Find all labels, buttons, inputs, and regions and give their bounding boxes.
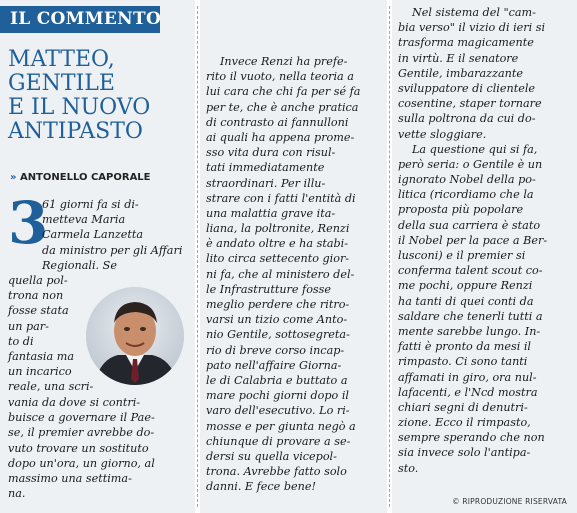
text-line: le di Calabria e buttato a bbox=[206, 373, 348, 387]
text-line: un par- bbox=[8, 319, 49, 333]
text-line: della sua carriera è stato bbox=[398, 218, 541, 232]
byline bbox=[10, 172, 151, 183]
text-line: una malattia grave ita- bbox=[206, 206, 336, 220]
text-line: sviluppatore di clientele bbox=[398, 81, 536, 95]
copyright-footer: © RIPRODUZIONE RISERVATA bbox=[452, 497, 567, 506]
text-line: Carmela Lanzetta bbox=[42, 228, 144, 242]
text-line: to di bbox=[8, 334, 34, 348]
text-line: liana, la poltronite, Renzi bbox=[206, 222, 350, 236]
section-banner bbox=[0, 6, 160, 33]
text-line: tati immediatamente bbox=[206, 161, 325, 175]
column-separator bbox=[389, 6, 390, 507]
headline-line: E IL NUOVO bbox=[8, 95, 151, 120]
text-line: meglio perdere che ritro- bbox=[206, 298, 350, 311]
col2-text bbox=[206, 54, 360, 494]
column-separator bbox=[197, 6, 198, 507]
text-line: sso vita dura con risul- bbox=[206, 146, 336, 160]
text-line: cosentine, staper tornare bbox=[398, 97, 542, 111]
text-line: vette sloggiare. bbox=[398, 127, 487, 141]
text-line: strare con i fatti l'entità di bbox=[206, 191, 356, 205]
text-line: sto. bbox=[398, 461, 419, 475]
text-line: mente sarebbe lungo. In- bbox=[398, 324, 541, 338]
text-line: da ministro per gli Affari bbox=[42, 243, 183, 257]
text-line: varo dell'esecutivo. Lo ri- bbox=[206, 404, 350, 418]
text-line: Regionali. Se bbox=[42, 258, 117, 272]
text-line: trona. Avrebbe fatto solo bbox=[206, 465, 347, 479]
drop-cap: 3 bbox=[8, 189, 49, 257]
text-line: nio Gentile, sottosegreta- bbox=[206, 328, 350, 342]
text-line: massimo una settima- bbox=[8, 471, 132, 485]
text-line: un incarico bbox=[8, 365, 72, 379]
text-line: lui cara che chi fa per sé fa bbox=[206, 85, 361, 99]
text-line: buisce a governare il Pae- bbox=[8, 411, 155, 425]
text-line: conferma talent scout co- bbox=[398, 264, 543, 278]
col3-text bbox=[398, 5, 547, 476]
text-line: Nel sistema del "cam- bbox=[412, 6, 536, 19]
text-line: dopo un'ora, un giorno, al bbox=[8, 456, 155, 470]
text-line: vuto trovare un sostituto bbox=[8, 441, 149, 455]
portrait-image bbox=[86, 287, 184, 385]
text-line: dersi su quella vicepol- bbox=[206, 449, 337, 463]
author-photo bbox=[86, 287, 184, 385]
text-line: per te, che è anche pratica bbox=[206, 100, 359, 114]
text-line: metteva Maria bbox=[42, 213, 126, 227]
text-line: me pochi, oppure Renzi bbox=[398, 279, 533, 293]
text-line: rimpasto. Ci sono tanti bbox=[398, 355, 528, 369]
col1-top-text bbox=[42, 197, 182, 273]
text-line: straordinari. Per illu- bbox=[206, 176, 326, 190]
text-line: danni. E fece bene! bbox=[206, 480, 316, 494]
text-line: fosse stata bbox=[8, 304, 69, 318]
headline-line: GENTILE bbox=[8, 71, 115, 96]
headline-line: ANTIPASTO bbox=[8, 119, 143, 144]
text-line: na. bbox=[8, 487, 26, 501]
col1-bottom-text bbox=[8, 395, 155, 501]
text-line: saldare che tenerli tutti a bbox=[398, 309, 543, 323]
text-line: però seria: o Gentile è un bbox=[398, 157, 543, 171]
text-line: quella pol- bbox=[8, 274, 68, 287]
text-line: mosse e per giunta negò a bbox=[206, 419, 356, 433]
text-line: è andato oltre e ha stabi- bbox=[206, 237, 349, 251]
text-line: fantasia ma bbox=[8, 349, 75, 363]
text-line: in virtù. E il senatore bbox=[398, 51, 519, 65]
text-line: varsi un tizio come Anto- bbox=[206, 313, 348, 327]
text-line: trasforma magicamente bbox=[398, 36, 534, 50]
text-line: vania da dove si contri- bbox=[8, 396, 141, 409]
text-line: lito circa settecento gior- bbox=[206, 252, 350, 266]
text-line: bia verso" il vizio di ieri si bbox=[398, 21, 546, 35]
author-name: ANTONELLO CAPORALE bbox=[19, 172, 151, 183]
text-line: ni fa, che al ministero del- bbox=[206, 267, 355, 281]
text-line: rio di breve corso incap- bbox=[206, 343, 345, 357]
text-line: le Infrastrutture fosse bbox=[206, 282, 332, 296]
text-line: Invece Renzi ha prefe- bbox=[220, 55, 348, 68]
text-line: di contrasto ai fannulloni bbox=[206, 115, 349, 129]
text-line: se, il premier avrebbe do- bbox=[8, 426, 155, 440]
text-line: sia invece solo l'antipa- bbox=[398, 446, 531, 460]
text-line: il Nobel per la pace a Ber- bbox=[398, 233, 548, 247]
text-line: ha tanti di quei conti da bbox=[398, 294, 534, 308]
text-line: zione. Ecco il rimpasto, bbox=[398, 416, 531, 430]
text-line: mare pochi giorni dopo il bbox=[206, 389, 349, 403]
section-label: IL COMMENTO bbox=[10, 9, 162, 29]
text-line: proposta più popolare bbox=[398, 203, 524, 217]
text-line: reale, una scri- bbox=[8, 380, 94, 394]
byline-mark: » bbox=[10, 172, 17, 183]
text-line: ai quali ha appena prome- bbox=[206, 130, 355, 144]
text-line: trona non bbox=[8, 289, 64, 303]
text-line: affamati in giro, ora nul- bbox=[398, 370, 537, 384]
text-line: pato nell'affaire Giorna- bbox=[206, 358, 342, 372]
text-line: sulla poltrona da cui do- bbox=[398, 112, 536, 126]
headline-line: MATTEO, bbox=[8, 47, 115, 72]
text-line: fatti è pronto da mesi il bbox=[398, 340, 531, 354]
text-line: lusconi) e il premier si bbox=[398, 249, 526, 262]
text-line: lafacenti, e l'Ncd mostra bbox=[398, 385, 538, 399]
text-line: sempre sperando che non bbox=[398, 431, 545, 445]
text-line: Gentile, imbarazzante bbox=[398, 66, 523, 80]
text-line: La questione qui si fa, bbox=[412, 142, 538, 156]
text-line: 61 giorni fa si di- bbox=[42, 198, 139, 211]
text-line: chiunque di provare a se- bbox=[206, 434, 351, 448]
text-line: chiari segni di denutri- bbox=[398, 400, 528, 414]
text-line: ignorato Nobel della po- bbox=[398, 173, 536, 187]
text-line: litica (ricordiamo che la bbox=[398, 188, 534, 202]
text-line: rito il vuoto, nella teoria a bbox=[206, 70, 354, 84]
headline bbox=[8, 48, 190, 144]
col1-side-text bbox=[8, 273, 93, 395]
